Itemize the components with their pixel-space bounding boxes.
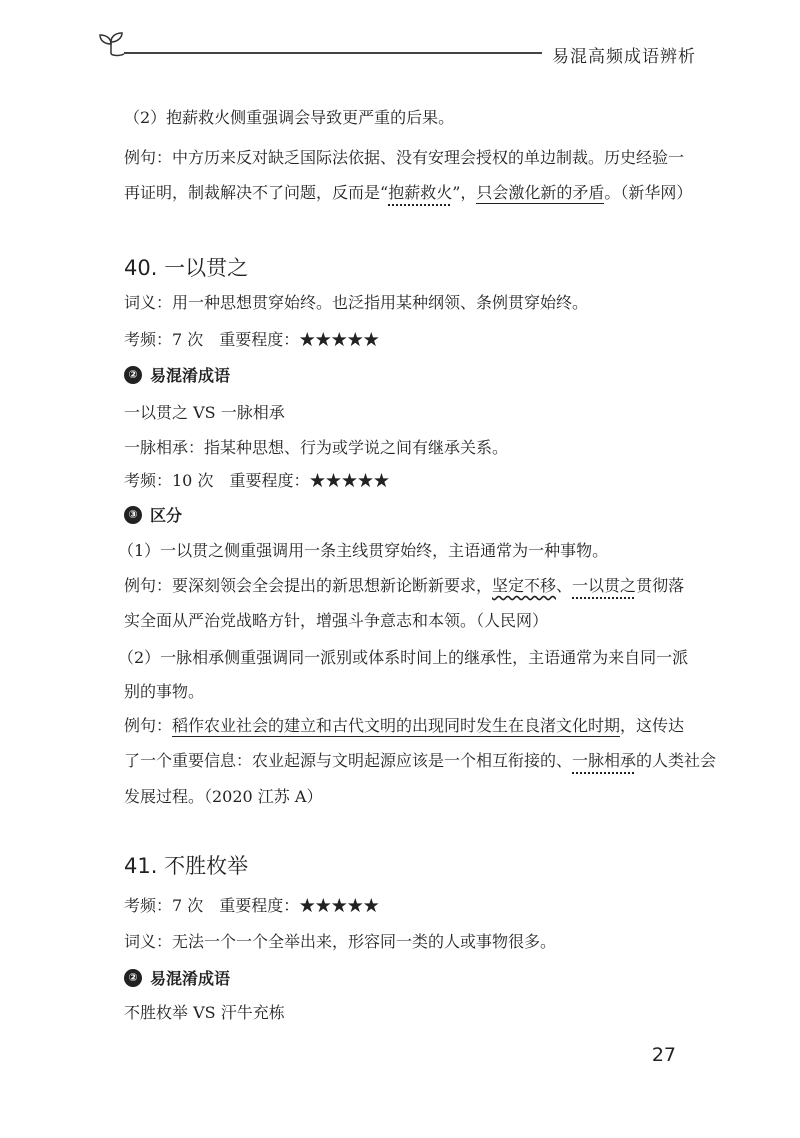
header-rule [124,52,542,54]
text-line: 考频：10 次 重要程度：★★★★★ [124,471,390,490]
text-line: 考频：7 次 重要程度：★★★★★ [124,896,380,915]
section-heading-41: 41. 不胜枚举 [124,854,249,878]
text-line: （2）一脉相承侧重强调同一派别或体系时间上的继承性，主语通常为来自同一派 [118,648,689,667]
text-line: 别的事物。 [124,682,205,701]
wavy-emphasis: 坚定不移 [492,576,557,595]
text-line: 一以贯之 VS 一脉相承 [124,403,285,422]
dotted-emphasis: 抱薪救火 [388,183,453,202]
section-heading-40: 40. 一以贯之 [124,256,249,280]
text-line: 例句：稻作农业社会的建立和古代文明的出现同时发生在良渚文化时期，这传达 [124,716,685,735]
text-line: 例句：要深刻领会全会提出的新思想新论断新要求，坚定不移、一以贯之贯彻落 [124,576,685,595]
header-title: 易混高频成语辨析 [552,47,696,67]
text-line: 词义：无法一个一个全举出来，形容同一类的人或事物很多。 [124,932,557,951]
subsection-tag: ② 易混淆成语 [124,363,230,386]
dotted-emphasis: 一以贯之 [572,576,637,595]
text-line: （1）一以贯之侧重强调用一条主线贯穿始终，主语通常为一种事物。 [118,541,609,560]
text-line: 词义：用一种思想贯穿始终。也泛指用某种纲领、条例贯穿始终。 [124,293,589,312]
subsection-tag: ② 易混淆成语 [124,966,230,989]
subsection-tag: ③ 区分 [124,503,182,526]
text-line: 了一个重要信息：农业起源与文明起源应该是一个相互衔接的、一脉相承的人类社会 [124,751,717,770]
text-line: 不胜枚举 VS 汗牛充栋 [124,1003,285,1022]
text-line: 实全面从严治党战略方针，增强斗争意志和本领。（人民网） [124,611,549,630]
text-line: 再证明，制裁解决不了问题，反而是“抱薪救火”，只会激化新的矛盾。（新华网） [124,183,693,202]
page-number: 27 [651,1044,676,1066]
text-line: 一脉相承：指某种思想、行为或学说之间有继承关系。 [124,438,509,457]
dotted-emphasis: 一脉相承 [572,751,637,770]
text-line: 例句：中方历来反对缺乏国际法依据、没有安理会授权的单边制裁。历史经验一 [124,148,685,167]
text-line: 考频：7 次 重要程度：★★★★★ [124,330,380,349]
text-line: （2）抱薪救火侧重强调会导致更严重的后果。 [124,108,455,127]
underline-emphasis: 稻作农业社会的建立和古代文明的出现同时发生在良渚文化时期 [172,716,621,735]
sprout-icon [96,28,126,58]
number-badge-icon: ③ [124,506,142,524]
text-line: 发展过程。（2020 江苏 A） [124,787,323,806]
underline-emphasis: 只会激化新的矛盾 [476,183,605,202]
number-badge-icon: ② [124,366,142,384]
number-badge-icon: ② [124,969,142,987]
